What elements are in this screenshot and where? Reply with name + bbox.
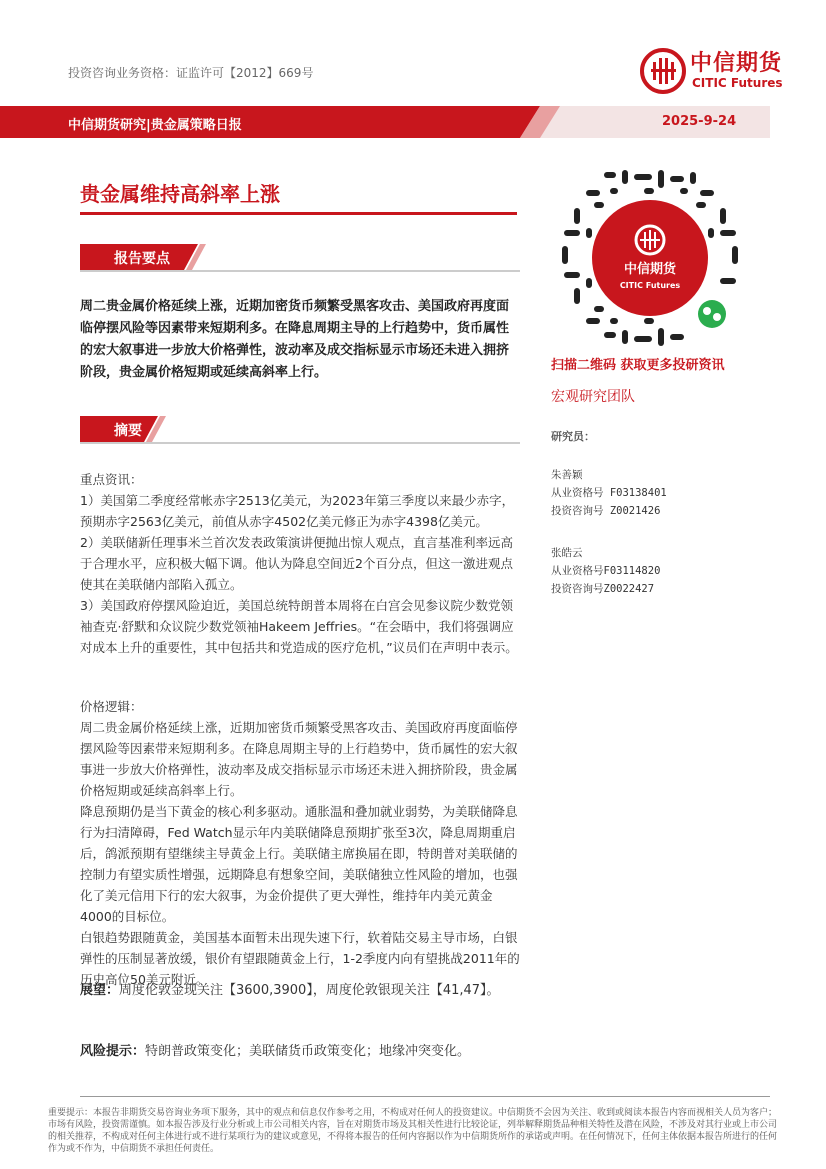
footer-divider — [80, 1096, 770, 1097]
analyst-qualification: 从业资格号F03114820 — [551, 565, 661, 577]
outlook-text: 周度伦敦金现关注【3600,3900】，周度伦敦银现关注【41,47】。 — [119, 983, 500, 998]
analyst-name: 朱善颖 — [551, 469, 583, 481]
researcher-label: 研究员： — [551, 430, 595, 443]
key-info-item: 2）美联储新任理事米兰首次发表政策演讲便抛出惊人观点，直言基准利率远高于合理水平，应积极大幅下调。他认为降息空间近2个百分点，但这一激进观点使其在美联储内部陷入孤立。 — [80, 535, 513, 592]
abstract-tab — [80, 416, 520, 444]
key-info-heading: 重点资讯： — [80, 472, 143, 487]
price-logic-paragraph: 降息预期仍是当下黄金的核心利多驱动。通胀温和叠加就业弱势，为美联储降息行为扫清障碍，Fed Watch显示年内美联储降息预期扩张至3次，降息周期重启后，鸽派预期有望继续主导黄金上行。美联储主席换届在即，特朗普对美联储的控制力有望实质性增强，远期降息有想象空间，美联储独立性风险的增加，也强化了美元信用下行的宏大叙事，为金价提供了更大弹性，维持年内美元黄金4000的目标位。 — [80, 804, 518, 924]
report-points-label: 报告要点 — [114, 251, 170, 267]
analyst-qualification: 从业资格号 F03138401 — [551, 487, 667, 499]
price-logic-paragraph: 白银趋势跟随黄金，美国基本面暂未出现失速下行，软着陆交易主导市场，白银弹性的压制显著放缓，银价有望跟随黄金上行，1-2季度内向有望挑战2011年的历史高位50美元附近。 — [80, 930, 520, 987]
report-date: 2025-9-24 — [662, 114, 737, 129]
banner-title: 中信期货研究|贵金属策略日报 — [68, 118, 242, 133]
risk-text: 特朗普政策变化；美联储货币政策变化；地缘冲突变化。 — [145, 1044, 471, 1059]
logo-text-en: CITIC Futures — [692, 76, 783, 90]
analyst-consult-number: 投资咨询号 Z0021426 — [551, 505, 661, 517]
qr-caption: 扫描二维码 获取更多投研资讯 — [551, 358, 725, 373]
team-name: 宏观研究团队 — [551, 389, 635, 405]
qr-code[interactable] — [560, 168, 740, 348]
qr-center-cn: 中信期货 — [623, 262, 677, 277]
footer-disclaimer: 重要提示：本报告非期货交易咨询业务项下服务，其中的观点和信息仅作参考之用，不构成对任何人的投资建议。中信期货不会因为关注、收到或阅读本报告内容而视相关人员为客户；市场有风险，投资需谨慎。如本报告涉及行业分析或上市公司相关内容，旨在对期货市场及其相关性进行比较论证，列举解释期货品种相关特性及潜在风险，不涉及对其行业或上市公司的相关推荐，不构成对任何主体进行或不进行某项行为的建议或意见，不得将本报告的任何内容据以作为中信期货所作的承诺或声明。在任何情况下，任何主体依据本报告所进行的任何作为或不作为，中信期货不承担任何责任。 — [48, 1108, 778, 1154]
qr-center-en: CITIC Futures — [619, 281, 681, 290]
risk-label: 风险提示： — [80, 1044, 146, 1059]
analyst-consult-number: 投资咨询号Z0022427 — [551, 583, 655, 595]
license-text: 投资咨询业务资格：证监许可【2012】669号 — [68, 66, 314, 80]
page-title: 贵金属维持高斜率上涨 — [80, 182, 280, 206]
outlook — [80, 980, 520, 1001]
analyst-name: 张皓云 — [551, 547, 583, 559]
logo-text-cn: 中信期货 — [690, 51, 783, 76]
abstract-label: 摘要 — [114, 423, 142, 439]
citic-logo-icon — [640, 48, 686, 94]
title-underline — [80, 212, 517, 215]
price-logic-paragraph: 周二贵金属价格延续上涨，近期加密货币频繁受黑客攻击、美国政府再度面临停摆风险等因素带来短期利多。在降息周期主导的上行趋势中，货币属性的宏大叙事进一步放大价格弹性，波动率及成交指标显示市场还未进入拥挤阶段，贵金属价格短期或延续高斜率上行。 — [80, 720, 518, 798]
citic-logo — [640, 44, 810, 100]
key-info-section — [80, 469, 520, 658]
price-logic-heading: 价格逻辑： — [80, 699, 143, 714]
risk-warning — [80, 1040, 520, 1059]
price-logic-section — [80, 696, 520, 990]
report-points-text: 周二贵金属价格延续上涨，近期加密货币频繁受黑客攻击、美国政府再度面临停摆风险等因素带来短期利多。在降息周期主导的上行趋势中，货币属性的宏大叙事进一步放大价格弹性，波动率及成交指标显示市场还未进入拥挤阶段，贵金属价格短期或延续高斜率上行。 — [80, 299, 510, 380]
analyst-card — [551, 466, 667, 520]
outlook-label: 展望： — [80, 983, 120, 998]
key-info-item: 3）美国政府停摆风险迫近，美国总统特朗普本周将在白宫会见参议院少数党领袖查克·舒默和众议院少数党领袖Hakeem Jeffries。“在会晤中，我们将强调应对成本上升的重要性，其中包括共和党造成的医疗危机，”议员们在声明中表示。 — [80, 598, 518, 655]
key-info-item: 1）美国第二季度经常帐赤字2513亿美元，为2023年第三季度以来最少赤字，预期赤字2563亿美元，前值从赤字4502亿美元修正为赤字4398亿美元。 — [80, 493, 515, 529]
analyst-card — [551, 544, 660, 598]
